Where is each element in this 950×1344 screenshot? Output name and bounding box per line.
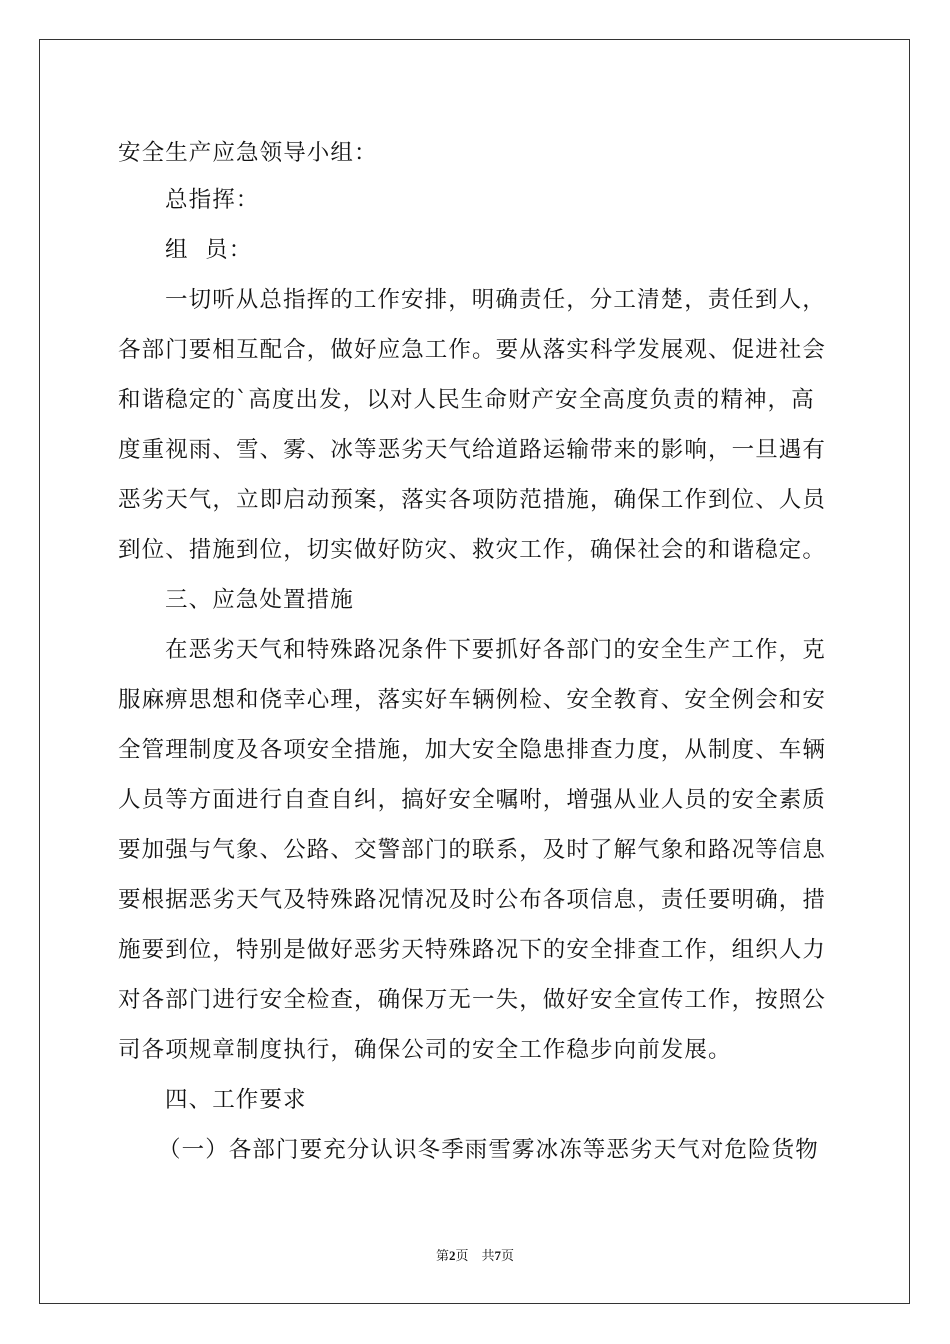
text-line: （一）各部门要充分认识冬季雨雪雾冰冻等恶劣天气对危险货物 xyxy=(158,1137,819,1163)
text-line: 和谐稳定的`高度出发，以对人民生命财产安全高度负责的精神，高 xyxy=(118,387,815,413)
page-current: 2 xyxy=(448,1248,456,1263)
text-line: 全管理制度及各项安全措施，加大安全隐患排查力度，从制度、车辆 xyxy=(118,737,827,763)
text-line: 司各项规章制度执行，确保公司的安全工作稳步向前发展。 xyxy=(118,1037,732,1063)
text-line: 安全生产应急领导小组： xyxy=(118,140,378,166)
page-total: 7 xyxy=(494,1248,501,1263)
text-line: 到位、措施到位，切实做好防灾、救灾工作，确保社会的和谐稳定。 xyxy=(118,537,827,563)
text-line: 总指挥： xyxy=(165,187,260,213)
section-heading: 四、工作要求 xyxy=(165,1087,307,1113)
text-line: 度重视雨、雪、雾、冰等恶劣天气给道路运输带来的影响，一旦遇有 xyxy=(118,437,827,463)
text-line: 恶劣天气，立即启动预案，落实各项防范措施，确保工作到位、人员 xyxy=(118,487,827,513)
text-line: 组 员： xyxy=(165,237,253,263)
text-line: 人员等方面进行自查自纠，搞好安全嘱咐，增强从业人员的安全素质 xyxy=(118,787,827,813)
text-line: 施要到位，特别是做好恶劣天特殊路况下的安全排查工作，组织人力 xyxy=(118,937,827,963)
page-mid: 页 共 xyxy=(455,1248,495,1263)
text-line: 服麻痹思想和侥幸心理，落实好车辆例检、安全教育、安全例会和安 xyxy=(118,687,827,713)
text-line: 一切听从总指挥的工作安排，明确责任，分工清楚，责任到人， xyxy=(165,287,826,313)
text-line: 要加强与气象、公路、交警部门的联系，及时了解气象和路况等信息 xyxy=(118,837,827,863)
section-heading: 三、应急处置措施 xyxy=(165,587,354,613)
page-number xyxy=(0,1248,950,1264)
text-line: 要根据恶劣天气及特殊路况情况及时公布各项信息，责任要明确，措 xyxy=(118,887,827,913)
page-suffix: 页 xyxy=(501,1248,515,1263)
page-prefix: 第 xyxy=(435,1248,449,1263)
text-line: 在恶劣天气和特殊路况条件下要抓好各部门的安全生产工作，克 xyxy=(165,637,826,663)
text-line: 各部门要相互配合，做好应急工作。要从落实科学发展观、促进社会 xyxy=(118,337,827,363)
text-line: 对各部门进行安全检查，确保万无一失，做好安全宣传工作，按照公 xyxy=(118,987,827,1013)
